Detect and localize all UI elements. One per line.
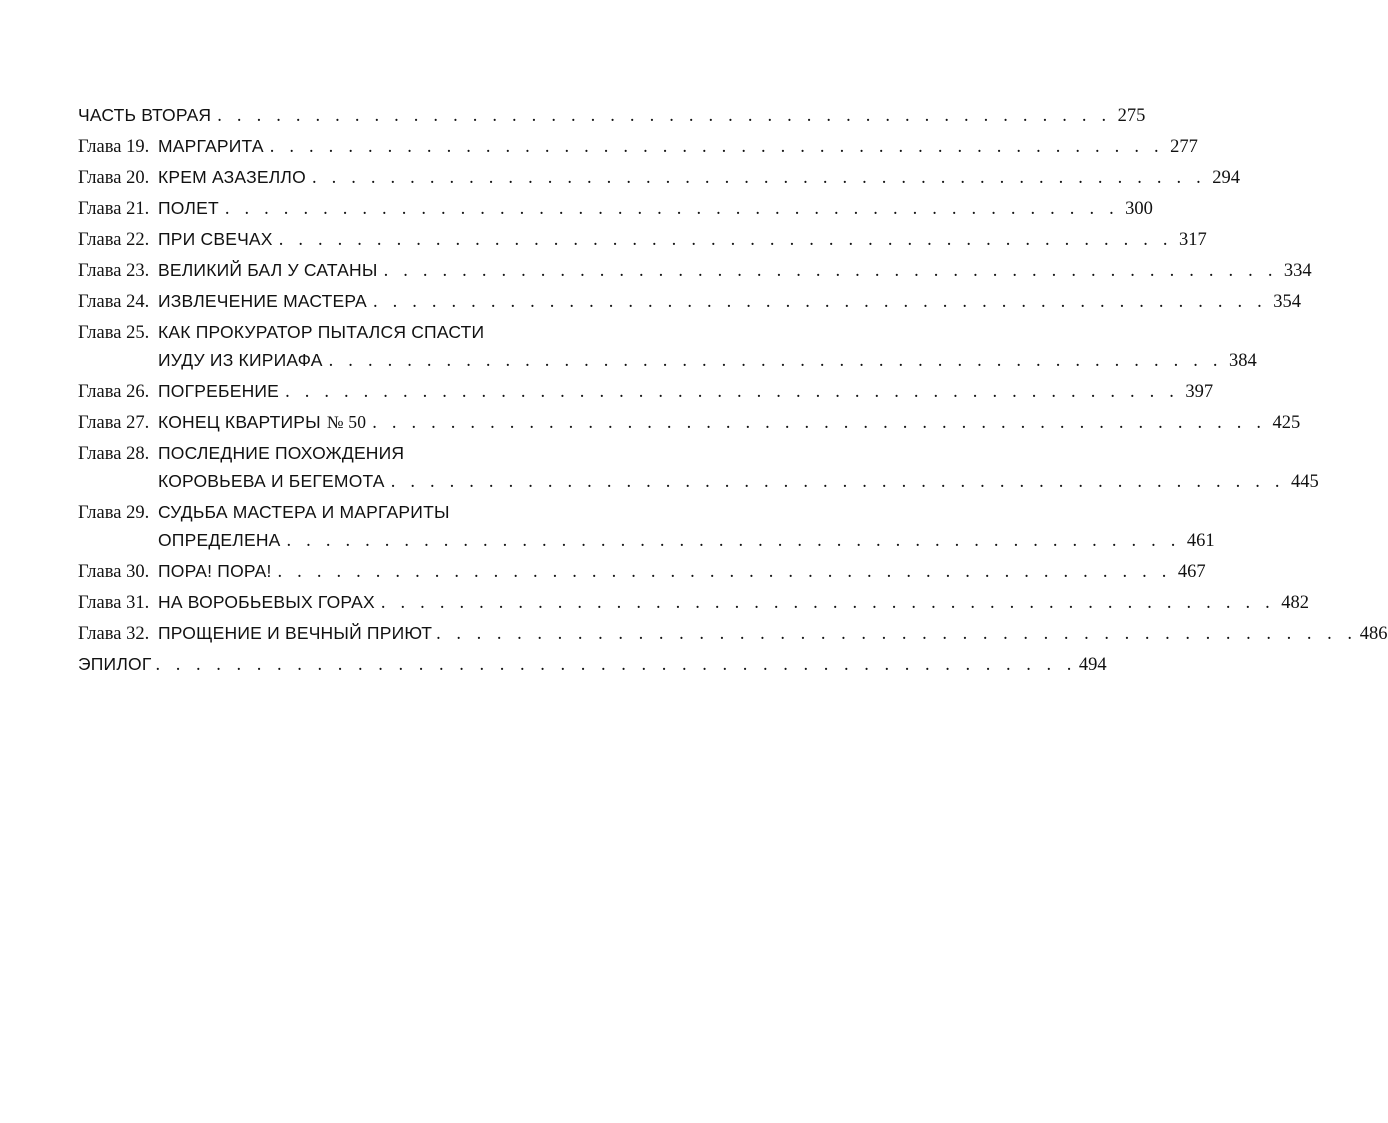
- toc-entry-chapter-number: Глава 29.: [78, 503, 150, 523]
- toc-entry-chapter-number: Глава 32.: [78, 624, 150, 644]
- toc-entry-title: ПОГРЕБЕНИЕ: [158, 381, 280, 401]
- toc-entry-chapter-number: Глава 26.: [78, 382, 150, 402]
- toc-entry[interactable]: [78, 193, 1153, 224]
- toc-entry-title: ЭПИЛОГ: [78, 654, 152, 674]
- toc-entry-page: 384: [1228, 351, 1257, 371]
- toc-entry-chapter-number: Глава 23.: [78, 261, 150, 281]
- table-of-contents: [78, 100, 1388, 680]
- toc-entry-page: 425: [1272, 413, 1301, 433]
- dot-leader: . . . . . . . . . . . . . . . . . . . . . . . . . . . . . . . . . . . . . . . . . . . . . .: [277, 562, 1172, 582]
- toc-entry-title: ПРОЩЕНИЕ И ВЕЧНЫЙ ПРИЮТ: [158, 623, 433, 643]
- toc-entry-page: 486: [1359, 624, 1388, 644]
- toc-entry-title: ИЗВЛЕЧЕНИЕ МАСТЕРА: [158, 291, 367, 311]
- dot-leader: . . . . . . . . . . . . . . . . . . . . . . . . . . . . . . . . . . . . . . . . . . . . . .: [217, 106, 1112, 126]
- toc-entry[interactable]: [78, 162, 1241, 193]
- dot-leader: . . . . . . . . . . . . . . . . . . . . . . . . . . . . . . . . . . . . . . . . . . . . . .: [372, 292, 1268, 312]
- toc-entry-title-suffix: № 50: [326, 412, 367, 432]
- toc-entry-chapter-number: Глава 30.: [78, 562, 150, 582]
- toc-entry-title: ЧАСТЬ ВТОРАЯ: [78, 105, 212, 125]
- toc-entry[interactable]: [78, 407, 1301, 438]
- dot-leader: . . . . . . . . . . . . . . . . . . . . . . . . . . . . . . . . . . . . . . . . . . . . . .: [390, 472, 1285, 492]
- toc-entry-title: КРЕМ АЗАЗЕЛЛО: [158, 167, 306, 187]
- toc-entry-title: КАК ПРОКУРАТОР ПЫТАЛСЯ СПАСТИ: [158, 322, 485, 342]
- toc-entry[interactable]: [78, 224, 1207, 255]
- toc-entry[interactable]: [78, 286, 1302, 317]
- toc-entry-chapter-number: Глава 28.: [78, 444, 150, 464]
- toc-entry-page: 461: [1186, 531, 1215, 551]
- toc-entry-title: СУДЬБА МАСТЕРА И МАРГАРИТЫ: [158, 502, 450, 522]
- toc-entry-page: 354: [1273, 292, 1302, 312]
- dot-leader: . . . . . . . . . . . . . . . . . . . . . . . . . . . . . . . . . . . . . . . . . . . . . .: [436, 624, 1358, 644]
- toc-entry[interactable]: [78, 100, 1146, 131]
- toc-entry[interactable]: [78, 131, 1198, 162]
- toc-entry-chapter-number: Глава 22.: [78, 230, 150, 250]
- toc-entry[interactable]: [78, 587, 1309, 618]
- toc-entry-title: ПРИ СВЕЧАХ: [158, 229, 273, 249]
- toc-entry-page: 482: [1281, 593, 1309, 613]
- dot-leader: . . . . . . . . . . . . . . . . . . . . . . . . . . . . . . . . . . . . . . . . . . . . . .: [380, 593, 1275, 613]
- dot-leader: . . . . . . . . . . . . . . . . . . . . . . . . . . . . . . . . . . . . . . . . . . . . . .: [278, 230, 1173, 250]
- toc-entry-page: 467: [1177, 562, 1206, 582]
- toc-entry-title: ПОЛЕТ: [158, 198, 219, 218]
- toc-entry[interactable]: [78, 255, 1312, 286]
- toc-entry-page: 494: [1078, 655, 1107, 675]
- dot-leader: . . . . . . . . . . . . . . . . . . . . . . . . . . . . . . . . . . . . . . . . . . . . . .: [224, 199, 1119, 219]
- toc-entry[interactable]: [78, 618, 1388, 649]
- dot-leader: . . . . . . . . . . . . . . . . . . . . . . . . . . . . . . . . . . . . . . . . . . . . . .: [155, 655, 1077, 675]
- dot-leader: . . . . . . . . . . . . . . . . . . . . . . . . . . . . . . . . . . . . . . . . . . . . . .: [328, 351, 1223, 371]
- toc-entry-page: 294: [1212, 168, 1241, 188]
- toc-entry-title: КОНЕЦ КВАРТИРЫ: [158, 412, 321, 432]
- dot-leader: . . . . . . . . . . . . . . . . . . . . . . . . . . . . . . . . . . . . . . . . . . . . . .: [285, 382, 1180, 402]
- toc-entry-title: НА ВОРОБЬЕВЫХ ГОРАХ: [158, 592, 375, 612]
- toc-entry-chapter-number: Глава 24.: [78, 292, 150, 312]
- toc-entry-chapter-number: Глава 20.: [78, 168, 150, 188]
- toc-entry[interactable]: [78, 317, 1257, 373]
- toc-entry-title-line2: КОРОВЬЕВА И БЕГЕМОТА: [158, 471, 385, 491]
- toc-entry[interactable]: [78, 376, 1214, 407]
- dot-leader: . . . . . . . . . . . . . . . . . . . . . . . . . . . . . . . . . . . . . . . . . . . . . .: [383, 261, 1278, 281]
- dot-leader: . . . . . . . . . . . . . . . . . . . . . . . . . . . . . . . . . . . . . . . . . . . . . .: [311, 168, 1207, 188]
- dot-leader: . . . . . . . . . . . . . . . . . . . . . . . . . . . . . . . . . . . . . . . . . . . . . .: [372, 413, 1267, 433]
- dot-leader: . . . . . . . . . . . . . . . . . . . . . . . . . . . . . . . . . . . . . . . . . . . . . .: [286, 531, 1181, 551]
- toc-entry-page: 317: [1179, 230, 1207, 250]
- toc-entry-chapter-number: Глава 31.: [78, 593, 150, 613]
- toc-entry-title-line2: ОПРЕДЕЛЕНА: [158, 530, 281, 550]
- toc-entry[interactable]: [78, 649, 1107, 680]
- toc-entry-chapter-number: Глава 27.: [78, 413, 150, 433]
- toc-entry-title: ВЕЛИКИЙ БАЛ У САТАНЫ: [158, 260, 378, 280]
- toc-entry-page: 277: [1170, 137, 1198, 157]
- toc-entry-page: 300: [1125, 199, 1153, 219]
- toc-entry-page: 275: [1117, 106, 1146, 126]
- toc-entry[interactable]: [78, 438, 1319, 494]
- toc-entry-chapter-number: Глава 19.: [78, 137, 150, 157]
- toc-entry-title: ПОРА! ПОРА!: [158, 561, 272, 581]
- toc-entry-page: 445: [1291, 472, 1319, 492]
- toc-entry-chapter-number: Глава 21.: [78, 199, 150, 219]
- toc-entry[interactable]: [78, 556, 1206, 587]
- dot-leader: . . . . . . . . . . . . . . . . . . . . . . . . . . . . . . . . . . . . . . . . . . . . . .: [269, 137, 1164, 157]
- toc-entry-chapter-number: Глава 25.: [78, 323, 150, 343]
- toc-entry-page: 334: [1283, 261, 1312, 281]
- toc-entry[interactable]: [78, 497, 1215, 553]
- toc-entry-title: ПОСЛЕДНИЕ ПОХОЖДЕНИЯ: [158, 443, 405, 463]
- toc-entry-page: 397: [1185, 382, 1214, 402]
- toc-entry-title: МАРГАРИТА: [158, 136, 264, 156]
- toc-entry-title-line2: ИУДУ ИЗ КИРИАФА: [158, 350, 323, 370]
